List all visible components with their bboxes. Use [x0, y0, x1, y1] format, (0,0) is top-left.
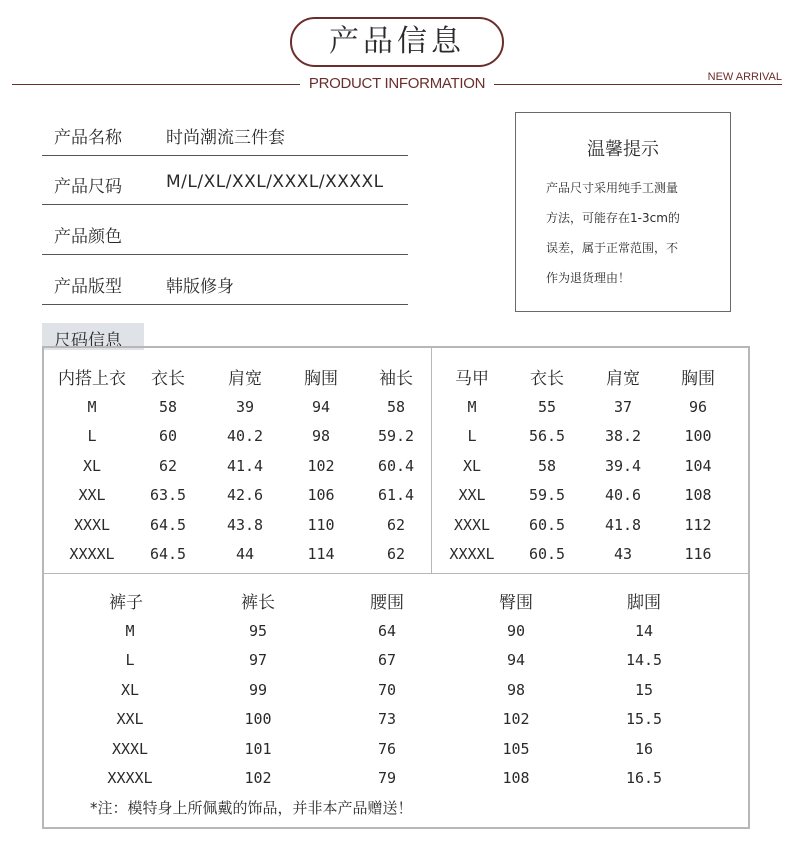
tips-box: [515, 112, 731, 312]
table-cell: 102: [244, 769, 272, 787]
table-cell: 102: [307, 456, 335, 475]
info-value: M/L/XL/XXL/XXXL/XXXXL: [166, 172, 384, 192]
table-cell: 108: [684, 486, 712, 505]
size-label-cell: XL: [462, 456, 482, 475]
info-label: 产品尺码: [54, 177, 122, 197]
header-rule-right: [494, 84, 782, 85]
table-cell: 60.5: [528, 545, 566, 563]
table-cell: 60.4: [377, 456, 415, 475]
table-header-cell: 腰围: [370, 593, 404, 613]
table-cell: 60: [158, 427, 178, 446]
size-label-cell: L: [87, 427, 97, 446]
size-label-cell: M: [87, 398, 97, 416]
table-header-cell: 衣长: [151, 369, 185, 389]
header-rule-left: [12, 84, 300, 85]
info-row-color: [42, 210, 408, 255]
table-header-cell: 内搭上衣: [58, 369, 126, 389]
table-cell: 58: [158, 398, 178, 416]
size-label-cell: XXXXL: [69, 545, 115, 563]
table-cell: 43: [613, 545, 633, 563]
size-label-cell: XXL: [116, 710, 144, 729]
table-cell: 55: [537, 398, 557, 416]
table-cell: 43.8: [226, 515, 264, 534]
table-header-cell: 肩宽: [228, 369, 262, 389]
page-subtitle: PRODUCT INFORMATION: [308, 75, 486, 92]
table-cell: 112: [684, 515, 712, 534]
table-cell: 104: [684, 456, 712, 475]
size-label-cell: XL: [120, 680, 140, 699]
table-cell: 15: [634, 680, 654, 699]
table-cell: 61.4: [377, 486, 415, 505]
table-header-cell: 袖长: [379, 369, 413, 389]
table-cell: 39: [235, 398, 255, 416]
table-cell: 14.5: [625, 651, 663, 670]
table-cell: 96: [688, 398, 708, 416]
size-info-label: 尺码信息: [54, 331, 122, 351]
footnote: *注：模特身上所佩戴的饰品，并非本产品赠送！: [90, 799, 413, 817]
tips-line: 作为退货理由！: [546, 271, 631, 285]
table-cell: 41.8: [604, 515, 642, 534]
table-header-cell: 胸围: [304, 369, 338, 389]
table-cell: 106: [307, 486, 335, 505]
table-header-cell: 臀围: [499, 593, 533, 613]
size-label-cell: XXL: [78, 486, 106, 505]
table-cell: 94: [506, 651, 526, 670]
table-cell: 101: [244, 739, 272, 758]
table-cell: 56.5: [528, 427, 566, 446]
table-cell: 102: [502, 710, 530, 729]
table-header-cell: 裤子: [109, 593, 143, 613]
table-cell: 59.5: [528, 486, 566, 505]
table-cell: 114: [307, 545, 335, 563]
table-cell: 44: [235, 545, 255, 563]
table-cell: 40.2: [226, 427, 264, 446]
table-header-cell: 肩宽: [606, 369, 640, 389]
size-label-cell: L: [467, 427, 477, 446]
info-value: 韩版修身: [166, 277, 234, 297]
tips-line: 方法，可能存在1-3cm的: [546, 211, 680, 225]
size-label-cell: XXXL: [111, 739, 149, 758]
info-row-fit: [42, 260, 408, 305]
size-label-cell: M: [467, 398, 477, 416]
table-cell: 70: [377, 680, 397, 699]
table-cell: 98: [311, 427, 331, 446]
table-header-cell: 脚围: [627, 593, 661, 613]
new-arrival-label: NEW ARRIVAL: [707, 71, 782, 83]
info-label: 产品颜色: [54, 227, 122, 247]
info-label: 产品名称: [54, 128, 122, 148]
size-label-cell: XL: [82, 456, 102, 475]
table-cell: 79: [377, 769, 397, 787]
table-cell: 39.4: [604, 456, 642, 475]
table-cell: 95: [248, 622, 268, 640]
table-cell: 100: [244, 710, 272, 729]
table-divider-horizontal: [42, 573, 750, 574]
table-cell: 58: [537, 456, 557, 475]
table-header-cell: 胸围: [681, 369, 715, 389]
table-cell: 58: [386, 398, 406, 416]
info-row-size: [42, 160, 408, 205]
size-label-cell: L: [125, 651, 135, 670]
table-cell: 16.5: [625, 769, 663, 787]
table-cell: 108: [502, 769, 530, 787]
size-label-cell: XXXXL: [449, 545, 495, 563]
tips-title: 温馨提示: [587, 139, 659, 160]
table-cell: 59.2: [377, 427, 415, 446]
size-label-cell: M: [125, 622, 135, 640]
table-cell: 110: [307, 515, 335, 534]
table-cell: 64.5: [149, 545, 187, 563]
table-header-cell: 马甲: [455, 369, 489, 389]
table-cell: 100: [684, 427, 712, 446]
table-cell: 62: [386, 545, 406, 563]
size-label-cell: XXXL: [453, 515, 491, 534]
table-cell: 64.5: [149, 515, 187, 534]
table-cell: 99: [248, 680, 268, 699]
table-header-cell: 裤长: [241, 593, 275, 613]
table-cell: 97: [248, 651, 268, 670]
table-cell: 67: [377, 651, 397, 670]
table-cell: 90: [506, 622, 526, 640]
table-cell: 98: [506, 680, 526, 699]
table-cell: 63.5: [149, 486, 187, 505]
table-cell: 41.4: [226, 456, 264, 475]
table-cell: 62: [386, 515, 406, 534]
table-cell: 94: [311, 398, 331, 416]
size-label-cell: XXL: [458, 486, 486, 505]
table-cell: 73: [377, 710, 397, 729]
table-cell: 62: [158, 456, 178, 475]
table-cell: 16: [634, 739, 654, 758]
table-header-cell: 衣长: [530, 369, 564, 389]
table-cell: 64: [377, 622, 397, 640]
table-cell: 116: [684, 545, 712, 563]
table-cell: 105: [502, 739, 530, 758]
table-cell: 42.6: [226, 486, 264, 505]
info-value: 时尚潮流三件套: [166, 128, 285, 148]
page-title: 产品信息: [290, 17, 504, 67]
size-label-cell: XXXL: [73, 515, 111, 534]
tips-line: 误差，属于正常范围，不: [546, 241, 679, 255]
table-cell: 14: [634, 622, 654, 640]
tips-line: 产品尺寸采用纯手工测量: [546, 181, 679, 195]
table-cell: 38.2: [604, 427, 642, 446]
table-cell: 37: [613, 398, 633, 416]
info-label: 产品版型: [54, 277, 122, 297]
info-row-name: [42, 111, 408, 156]
table-cell: 76: [377, 739, 397, 758]
table-cell: 15.5: [625, 710, 663, 729]
size-label-cell: XXXXL: [107, 769, 153, 787]
table-cell: 60.5: [528, 515, 566, 534]
table-cell: 40.6: [604, 486, 642, 505]
